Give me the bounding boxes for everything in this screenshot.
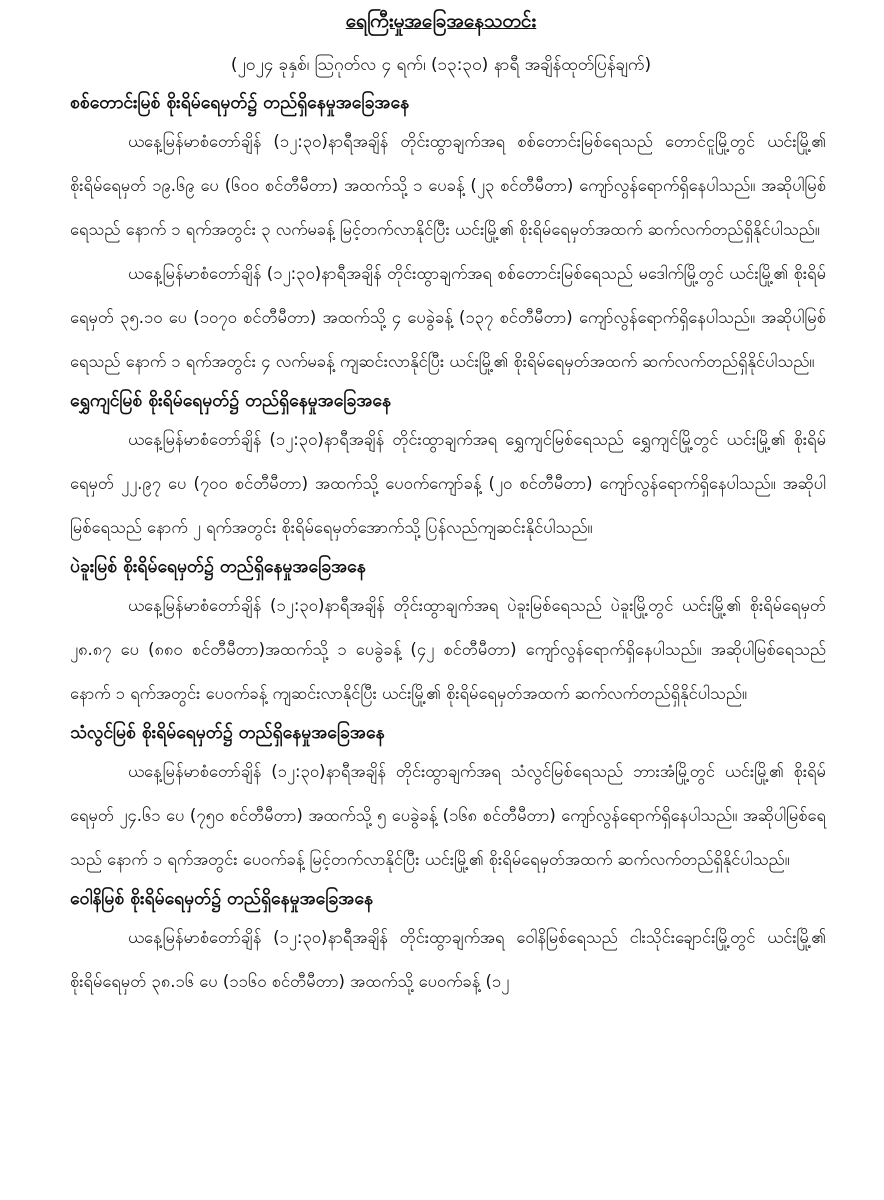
paragraph: ယနေ့မြန်မာစံတော်ချိန် (၁၂:၃၀)နာရီအချိန် တိုင်းထွာချက်အရ သံလွင်မြစ်ရေသည် ဘားအံမြို့တွင် ယင်းမြို့၏ စိုးရိမ်ရေမှတ် ၂၄.၆၁ ပေ (၇၅၀ စင်တီမီတာ) အထက်သို့ ၅ ပေခွဲခန့် (၁၆၈ စင်တီမီတာ) ကျော်လွန်ရောက်ရှိနေပါသည်။ အဆိုပါမြစ်ရေသည် နောက် ၁ ရက်အတွင်း ပေဝက်ခန့် မြင့်တက်လာနိုင်ပြီး ယင်းမြို့၏ စိုးရိမ်ရေမှတ်အထက် ဆက်လက်တည်ရှိနိုင်ပါသည်။: [70, 762, 826, 869]
section-heading: ရွှေကျင်မြစ် စိုးရိမ်ရေမှတ်၌ တည်ရှိနေမှုအခြေအနေ: [70, 391, 391, 411]
section-sittaung: [56, 86, 826, 384]
paragraph: ယနေ့မြန်မာစံတော်ချိန် (၁၂:၃၀)နာရီအချိန် တိုင်းထွာချက်အရ စစ်တောင်းမြစ်ရေသည် မဒေါက်မြို့တွင် ယင်းမြို့၏ စိုးရိမ်ရေမှတ် ၃၅.၁၀ ပေ (၁၀၇၀ စင်တီမီတာ) အထက်သို့ ၄ ပေခွဲခန့် (၁၃၇ စင်တီမီတာ) ကျော်လွန်ရောက်ရှိနေပါသည်။ အဆိုပါမြစ်ရေသည် နောက် ၁ ရက်အတွင်း ၄ လက်မခန့် ကျဆင်းလာနိုင်ပြီး ယင်းမြို့၏ စိုးရိမ်ရေမှတ်အထက် ဆက်လက်တည်ရှိနိုင်ပါသည်။: [70, 264, 826, 371]
section-thanlwin: [56, 716, 826, 882]
paragraph: ယနေ့မြန်မာစံတော်ချိန် (၁၂:၃၀)နာရီအချိန် တိုင်းထွာချက်အရ ဝေါနိမြစ်ရေသည် ငါးသိုင်းချောင်းမြို့တွင် ယင်းမြို့၏ စိုးရိမ်ရေမှတ် ၃၈.၁၆ ပေ (၁၁၆၀ စင်တီမီတာ) အထက်သို့ ပေဝက်ခန့် (၁၂: [70, 928, 826, 991]
section-heading: ဝေါနိမြစ် စိုးရိမ်ရေမှတ်၌ တည်ရှိနေမှုအခြေအနေ: [70, 889, 373, 909]
section-shwegyin: [56, 384, 826, 550]
section-wawni: [56, 882, 826, 1004]
section-bago: [56, 550, 826, 716]
paragraph: ယနေ့မြန်မာစံတော်ချိန် (၁၂:၃၀)နာရီအချိန် တိုင်းထွာချက်အရ ရွှေကျင်မြစ်ရေသည် ရွှေကျင်မြို့တွင် ယင်းမြို့၏ စိုးရိမ်ရေမှတ် ၂၂.၉၇ ပေ (၇၀၀ စင်တီမီတာ) အထက်သို့ ပေဝက်ကျော်ခန့် (၂၀ စင်တီမီတာ) ကျော်လွန်ရောက်ရှိနေပါသည်။ အဆိုပါမြစ်ရေသည် နောက် ၂ ရက်အတွင်း စိုးရိမ်ရေမှတ်အောက်သို့ ပြန်လည်ကျဆင်းနိုင်ပါသည်။: [70, 430, 826, 537]
section-heading: ပဲခူးမြစ် စိုးရိမ်ရေမှတ်၌ တည်ရှိနေမှုအခြေအနေ: [70, 557, 366, 577]
section-heading: သံလွင်မြစ် စိုးရိမ်ရေမှတ်၌ တည်ရှိနေမှုအခြေအနေ: [70, 723, 385, 743]
paragraph: ယနေ့မြန်မာစံတော်ချိန် (၁၂:၃၀)နာရီအချိန် တိုင်းထွာချက်အရ စစ်တောင်းမြစ်ရေသည် တောင်ငူမြို့တွင် ယင်းမြို့၏ စိုးရိမ်ရေမှတ် ၁၉.၆၉ ပေ (၆၀၀ စင်တီမီတာ) အထက်သို့ ၁ ပေခန့် (၂၃ စင်တီမီတာ) ကျော်လွန်ရောက်ရှိနေပါသည်။ အဆိုပါမြစ်ရေသည် နောက် ၁ ရက်အတွင်း ၃ လက်မခန့် မြင့်တက်လာနိုင်ပြီး ယင်းမြို့၏ စိုးရိမ်ရေမှတ်အထက် ဆက်လက်တည်ရှိနိုင်ပါသည်။: [70, 132, 826, 239]
document-subtitle: (၂၀၂၄ ခုနှစ်၊ ဩဂုတ်လ ၄ ရက်၊ (၁၃:၃၀) နာရီ အချိန်ထုတ်ပြန်ချက်): [230, 55, 652, 75]
section-heading: စစ်တောင်းမြစ် စိုးရိမ်ရေမှတ်၌ တည်ရှိနေမှုအခြေအနေ: [70, 93, 410, 113]
document-title: ရေကြီးမှုအခြေအနေသတင်း: [345, 10, 537, 32]
paragraph: ယနေ့မြန်မာစံတော်ချိန် (၁၂:၃၀)နာရီအချိန် တိုင်းထွာချက်အရ ပဲခူးမြစ်ရေသည် ပဲခူးမြို့တွင် ယင်းမြို့၏ စိုးရိမ်ရေမှတ် ၂၈.၈၇ ပေ (၈၈၀ စင်တီမီတာ)အထက်သို့ ၁ ပေခွဲခန့် (၄၂ စင်တီမီတာ) ကျော်လွန်ရောက်ရှိနေပါသည်။ အဆိုပါမြစ်ရေသည် နောက် ၁ ရက်အတွင်း ပေဝက်ခန့် ကျဆင်းလာနိုင်ပြီး ယင်းမြို့၏ စိုးရိမ်ရေမှတ်အထက် ဆက်လက်တည်ရှိနိုင်ပါသည်။: [70, 596, 826, 703]
